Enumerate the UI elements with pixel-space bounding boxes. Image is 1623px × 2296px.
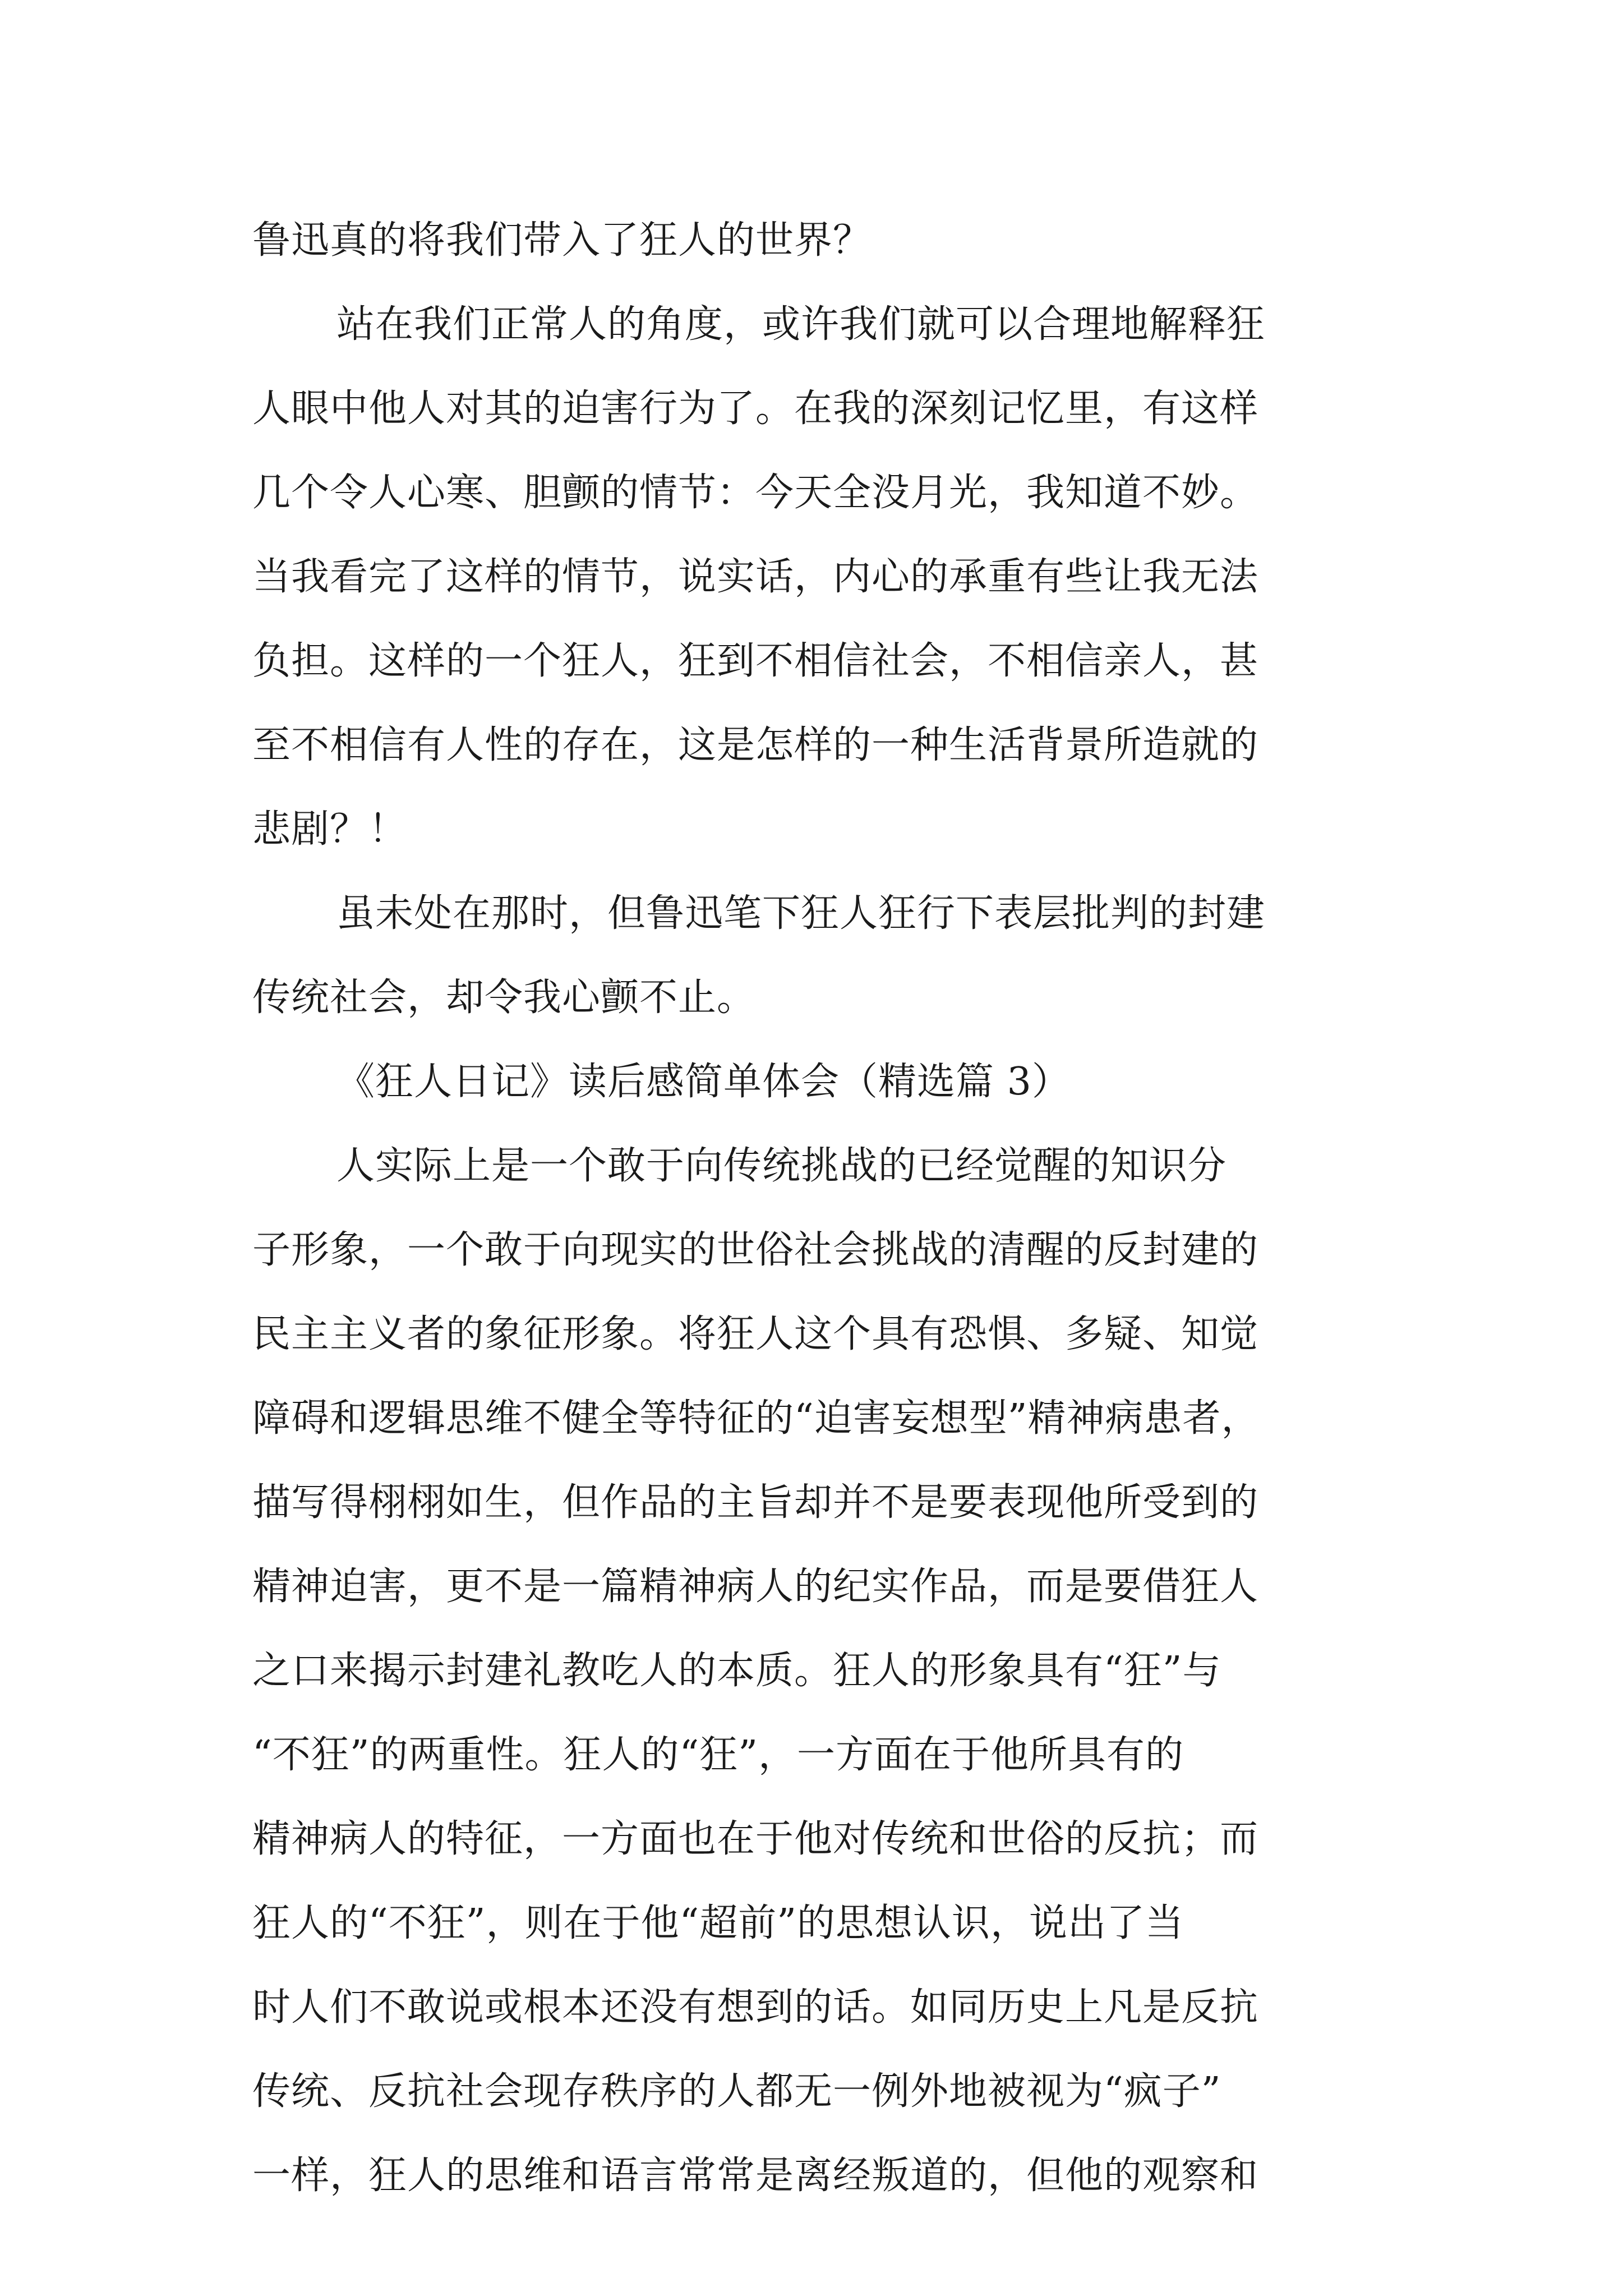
text-line: 障碍和逻辑思维不健全等特征的“迫害妄想型”精神病患者， <box>252 1396 1260 1441</box>
text-line: 民主主义者的象征形象。将狂人这个具有恐惧、多疑、知觉 <box>252 1312 1259 1356</box>
text-line: 人眼中他人对其的迫害行为了。在我的深刻记忆里，有这样 <box>252 386 1259 431</box>
text-line: 精神迫害，更不是一篇精神病人的纪实作品，而是要借狂人 <box>252 1565 1259 1609</box>
text-line: 传统社会，却令我心颤不止。 <box>252 976 756 1020</box>
section-heading: 《狂人日记》读后感简单体会（精选篇 3） <box>336 1060 1071 1104</box>
text-line: 虽未处在那时，但鲁迅笔下狂人狂行下表层批判的封建 <box>336 891 1266 936</box>
text-line: 狂人的“不狂”，则在于他“超前”的思想认识，说出了当 <box>252 1901 1184 1945</box>
text-line: 一样，狂人的思维和语言常常是离经叛道的，但他的观察和 <box>252 2154 1259 2198</box>
text-line: 负担。这样的一个狂人，狂到不相信社会，不相信亲人，甚 <box>252 639 1259 683</box>
text-line: 之口来揭示封建礼教吃人的本质。狂人的形象具有“狂”与 <box>252 1649 1221 1693</box>
text-line: 精神病人的特征，一方面也在于他对传统和世俗的反抗；而 <box>252 1817 1259 1861</box>
text-line: 传统、反抗社会现存秩序的人都无一例外地被视为“疯子” <box>252 2069 1221 2114</box>
text-line: “不狂”的两重性。狂人的“狂”，一方面在于他所具有的 <box>252 1733 1184 1777</box>
text-line: 至不相信有人性的存在，这是怎样的一种生活背景所造就的 <box>252 723 1259 767</box>
text-line: 当我看完了这样的情节，说实话，内心的承重有些让我无法 <box>252 555 1259 599</box>
text-line: 人实际上是一个敢于向传统挑战的已经觉醒的知识分 <box>336 1144 1227 1188</box>
text-line: 站在我们正常人的角度，或许我们就可以合理地解释狂 <box>336 302 1266 347</box>
text-line: 子形象，一个敢于向现实的世俗社会挑战的清醒的反封建的 <box>252 1228 1259 1272</box>
text-line: 几个令人心寒、胆颤的情节：今天全没月光，我知道不妙。 <box>252 471 1259 515</box>
text-line: 悲剧？！ <box>252 807 408 852</box>
text-line: 时人们不敢说或根本还没有想到的话。如同历史上凡是反抗 <box>252 1985 1259 2030</box>
text-line: 描写得栩栩如生，但作品的主旨却并不是要表现他所受到的 <box>252 1480 1259 1525</box>
text-line: 鲁迅真的将我们带入了狂人的世界？ <box>252 218 872 263</box>
